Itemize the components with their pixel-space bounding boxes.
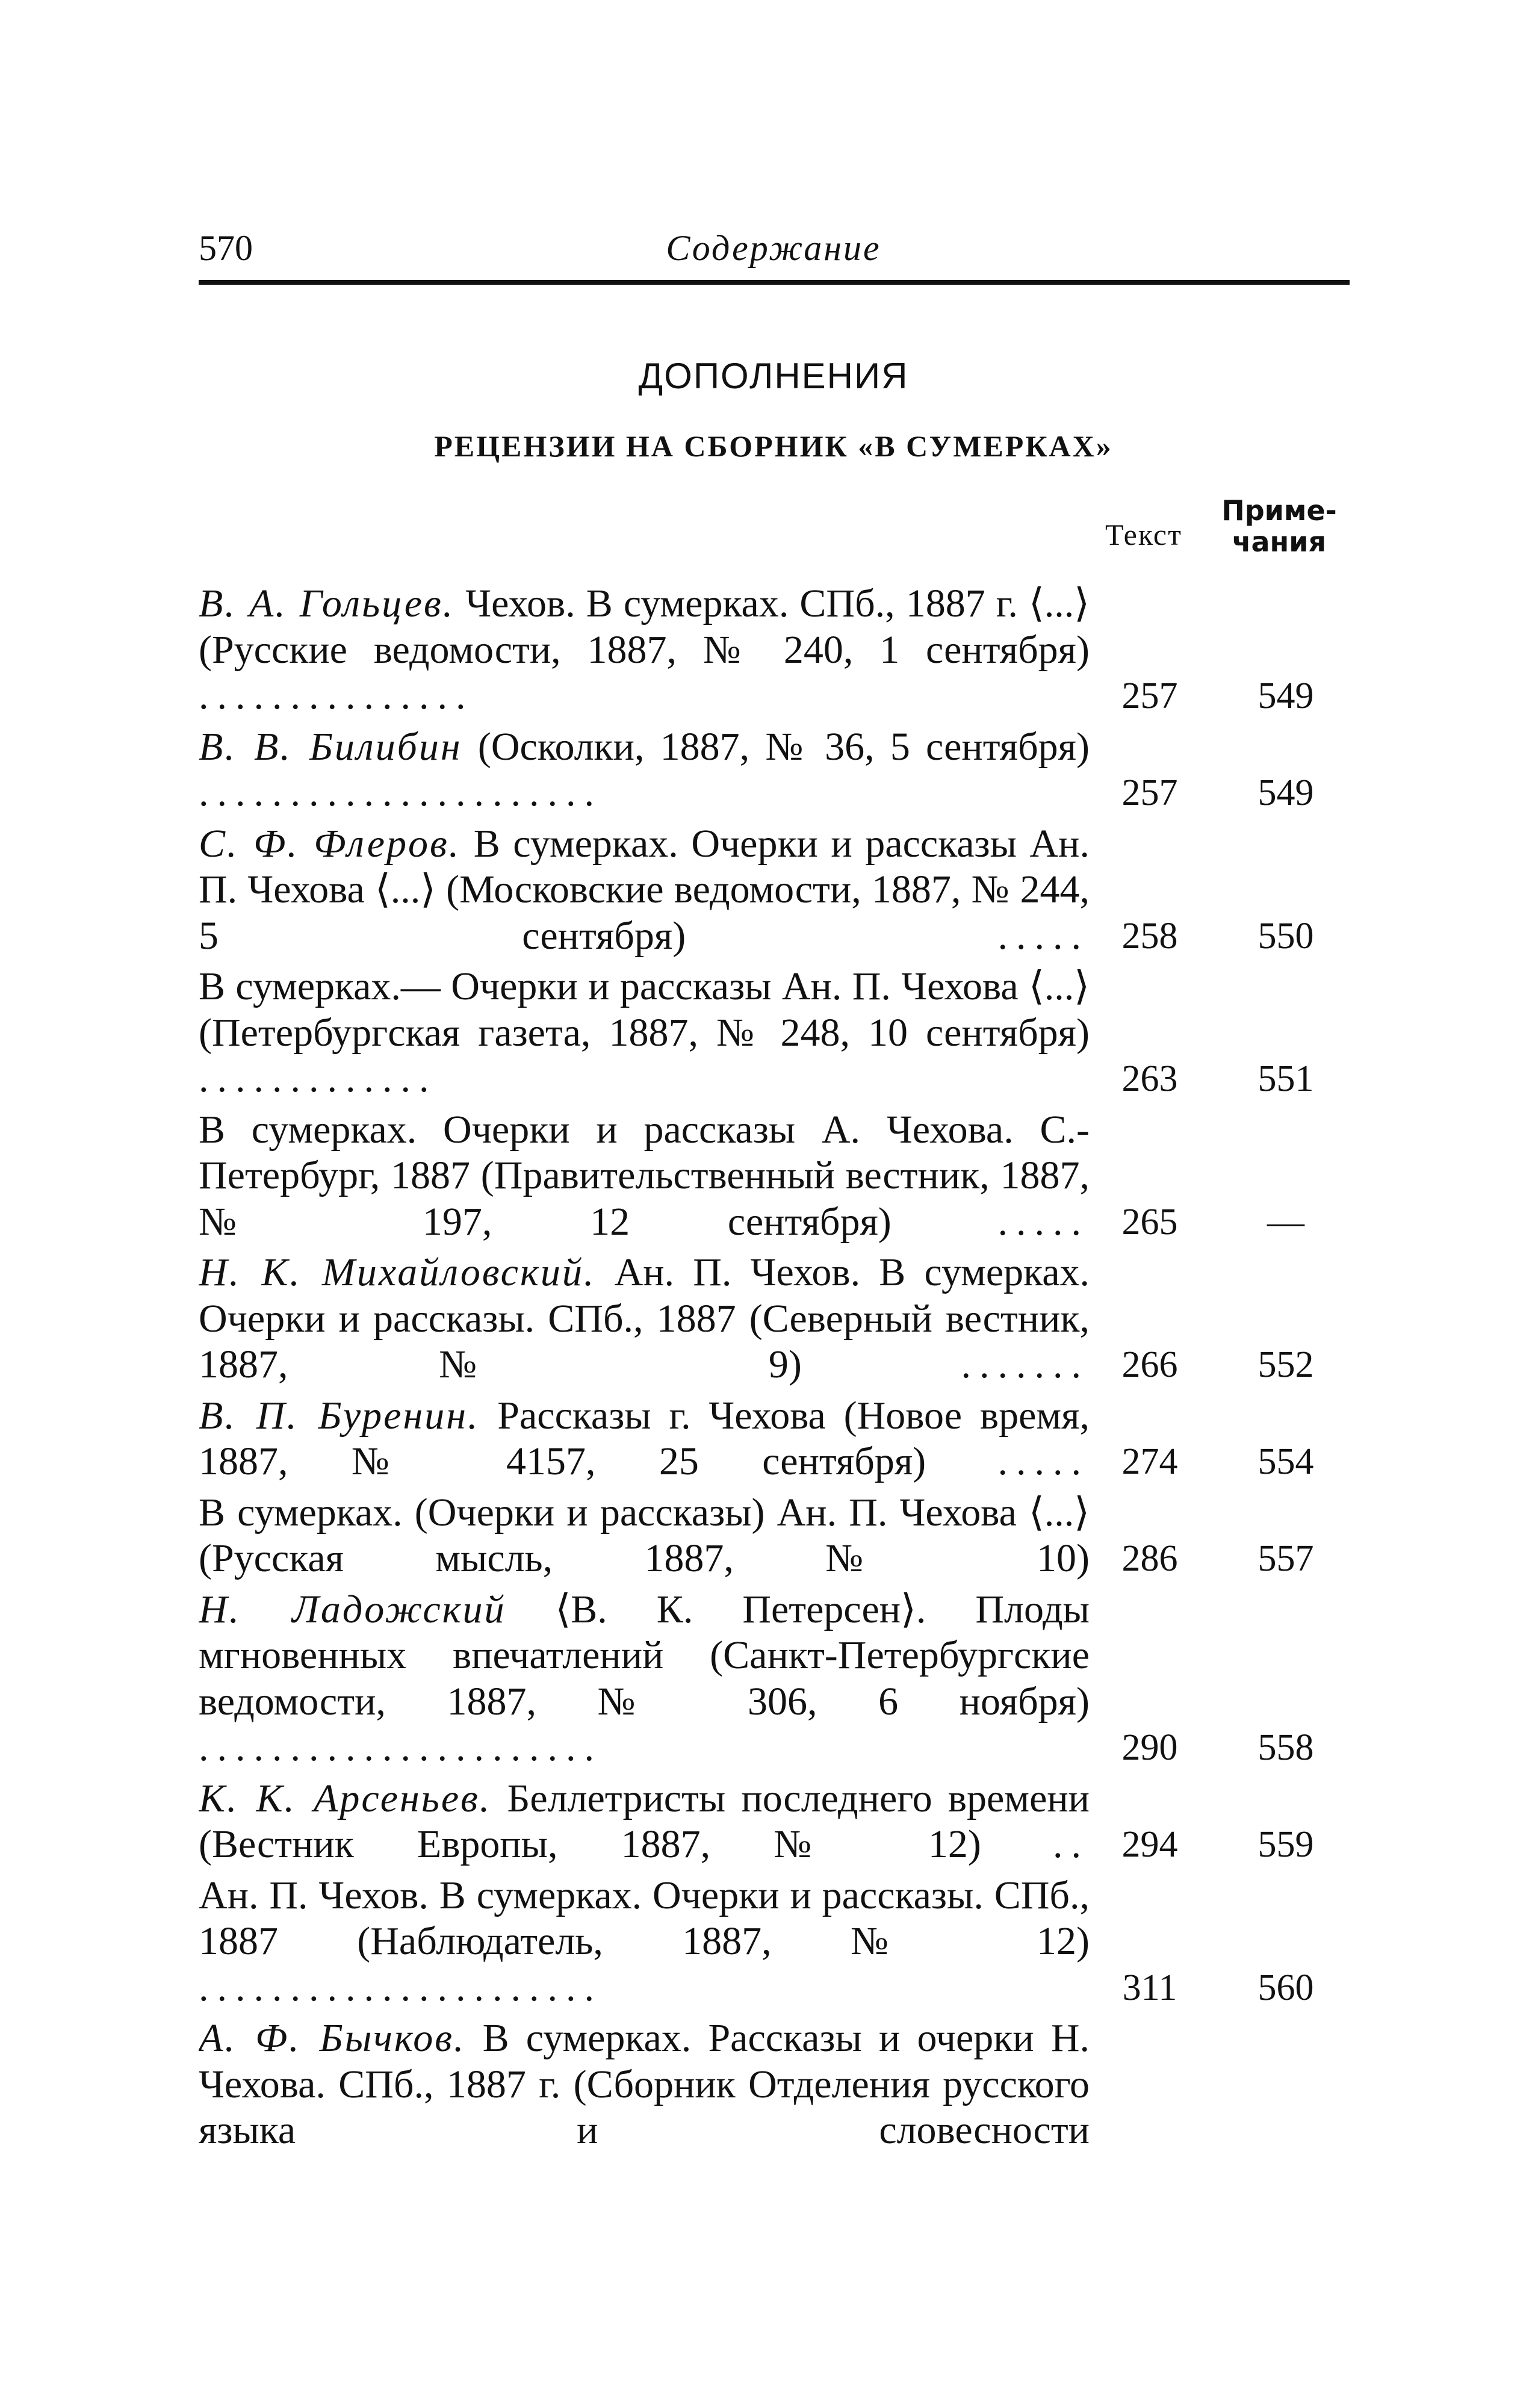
page-text-number: 274 bbox=[1121, 1441, 1178, 1482]
contents-entry bbox=[199, 581, 1350, 719]
header-rule bbox=[199, 280, 1350, 285]
page-text-number: 258 bbox=[1121, 915, 1178, 957]
entry-author: Н. Ладожский bbox=[199, 1587, 506, 1631]
page-notes-number: 554 bbox=[1257, 1441, 1314, 1482]
entry-text bbox=[199, 2015, 1090, 2154]
entry-author: В. П. Буренин. bbox=[199, 1393, 480, 1438]
section-title: ДОПОЛНЕНИЯ bbox=[638, 356, 909, 396]
contents-entry bbox=[199, 1587, 1350, 1771]
leader-dots: ..... bbox=[891, 1199, 1090, 1244]
column-header-text: Текст bbox=[1105, 518, 1182, 551]
column-header-notes-line2: чания bbox=[1232, 526, 1327, 558]
entry-title: В сумерках.— Очерки и рассказы Ан. П. Чехова ⟨...⟩ (Петербургская газета, 1887, № 248, 10 сентября) bbox=[199, 964, 1090, 1055]
entry-title: В сумерках. (Очерки и рассказы) Ан. П. Чехова ⟨...⟩ (Русская мысль, 1887, № 10) bbox=[199, 1490, 1090, 1580]
running-head bbox=[199, 224, 1348, 278]
column-header-notes bbox=[1210, 495, 1348, 557]
entry-author: К. К. Арсеньев. bbox=[199, 1776, 492, 1820]
entry-author: В. В. Билибин bbox=[199, 724, 462, 769]
entry-text bbox=[199, 1107, 1090, 1246]
page-text-number: 257 bbox=[1121, 772, 1178, 813]
entry-text bbox=[199, 1490, 1090, 1582]
contents-entry bbox=[199, 724, 1350, 816]
page-text-number: 286 bbox=[1121, 1538, 1178, 1579]
entry-author: А. Ф. Бычков. bbox=[199, 2016, 466, 2060]
leader-dots: ...................... bbox=[199, 1725, 603, 1769]
leader-dots: ............... bbox=[199, 674, 474, 718]
page-text-number: 311 bbox=[1122, 1967, 1177, 2008]
page-notes-number: 551 bbox=[1257, 1058, 1314, 1099]
entry-title: ⟨В. К. Петерсен⟩. Плоды мгновенных впечатлений (Санкт-Петербургские ведомости, 1887, № 306, 6 ноября) bbox=[199, 1587, 1090, 1724]
entry-title: В сумерках. Очерки и рассказы Ан. П. Чехова ⟨...⟩ (Московские ведомости, 1887, № 244, 5 сентября) bbox=[199, 821, 1090, 958]
leader-dots: ............. bbox=[199, 1057, 438, 1100]
entry-text bbox=[199, 1250, 1090, 1388]
entry-author: В. А. Гольцев. bbox=[199, 582, 455, 625]
contents-entry bbox=[199, 964, 1350, 1102]
entry-title: Рассказы г. Чехова (Новое время, 1887, № 4157, 25 сентября) bbox=[199, 1393, 1090, 1483]
entry-title: Беллетристы последнего времени (Вестник Европы, 1887, № 12) bbox=[199, 1776, 1090, 1866]
running-title: Содержание bbox=[666, 228, 881, 268]
page-number: 570 bbox=[199, 228, 253, 268]
contents-entry bbox=[199, 1776, 1350, 1868]
page-notes-number: — bbox=[1267, 1201, 1304, 1243]
page-notes-number: 549 bbox=[1257, 772, 1314, 813]
page-notes-number: 560 bbox=[1257, 1967, 1314, 2008]
entry-text bbox=[199, 1587, 1090, 1771]
entry-author: С. Ф. Флеров. bbox=[199, 821, 461, 866]
page-text-number: 294 bbox=[1121, 1824, 1178, 1865]
contents-entry bbox=[199, 1873, 1350, 2011]
entry-text bbox=[199, 1776, 1090, 1868]
page-text-number: 265 bbox=[1121, 1201, 1178, 1243]
leader-dots: ..... bbox=[686, 913, 1090, 958]
entry-title: В сумерках. Рассказы и очерки Н. Чехова. СПб., 1887 г. (Сборник Отделения русского языка и словесности bbox=[199, 2016, 1090, 2152]
page-notes-number: 558 bbox=[1257, 1727, 1314, 1768]
contents-entry bbox=[199, 1490, 1350, 1582]
entry-title: В сумерках. Очерки и рассказы А. Чехова. С.-Петербург, 1887 (Правительственный вестник, 1887, № 197, 12 сентября) bbox=[199, 1107, 1090, 1244]
entry-text bbox=[199, 1873, 1090, 2011]
page-text-number: 266 bbox=[1121, 1344, 1178, 1385]
leader-dots: ...................... bbox=[199, 771, 603, 815]
leader-dots: ...................... bbox=[199, 1965, 603, 2009]
leader-dots: ....... bbox=[801, 1342, 1090, 1386]
entry-text bbox=[199, 581, 1090, 719]
entry-title: (Осколки, 1887, № 36, 5 сентября) bbox=[477, 724, 1090, 769]
page-notes-number: 549 bbox=[1257, 675, 1314, 716]
entry-author: Н. К. Михайловский. bbox=[199, 1250, 596, 1294]
entry-title: Ан. П. Чехов. В сумерках. Очерки и рассказы. СПб., 1887 (Наблюдатель, 1887, № 12) bbox=[199, 1873, 1090, 1963]
contents-entry bbox=[199, 1250, 1350, 1388]
section-subtitle: РЕЦЕНЗИИ НА СБОРНИК «В СУМЕРКАХ» bbox=[434, 429, 1113, 463]
leader-dots: .. bbox=[981, 1822, 1090, 1866]
page-notes-number: 557 bbox=[1257, 1538, 1314, 1579]
page-notes-number: 559 bbox=[1257, 1824, 1314, 1865]
entry-text bbox=[199, 964, 1090, 1102]
contents-list bbox=[199, 581, 1350, 2154]
contents-entry bbox=[199, 1107, 1350, 1246]
contents-entry bbox=[199, 821, 1350, 960]
entry-title: Чехов. В сумерках. СПб., 1887 г. ⟨...⟩ (Русские ведомости, 1887, № 240, 1 сентября) bbox=[199, 582, 1090, 672]
column-header-notes-line1: Приме- bbox=[1221, 494, 1337, 527]
contents-entry bbox=[199, 1393, 1350, 1485]
page-notes-number: 552 bbox=[1257, 1344, 1314, 1385]
page-text-number: 263 bbox=[1121, 1058, 1178, 1099]
page-notes-number: 550 bbox=[1257, 915, 1314, 957]
entry-text bbox=[199, 1393, 1090, 1485]
entry-text bbox=[199, 821, 1090, 960]
entry-title: Ан. П. Чехов. В сумерках. Очерки и рассказы. СПб., 1887 (Северный вестник, 1887, № 9) bbox=[199, 1250, 1090, 1386]
page-text-number: 290 bbox=[1121, 1727, 1178, 1768]
contents-entry bbox=[199, 2015, 1350, 2154]
page-text-number: 257 bbox=[1121, 675, 1178, 716]
entry-text bbox=[199, 724, 1090, 816]
leader-dots: ..... bbox=[926, 1439, 1090, 1483]
